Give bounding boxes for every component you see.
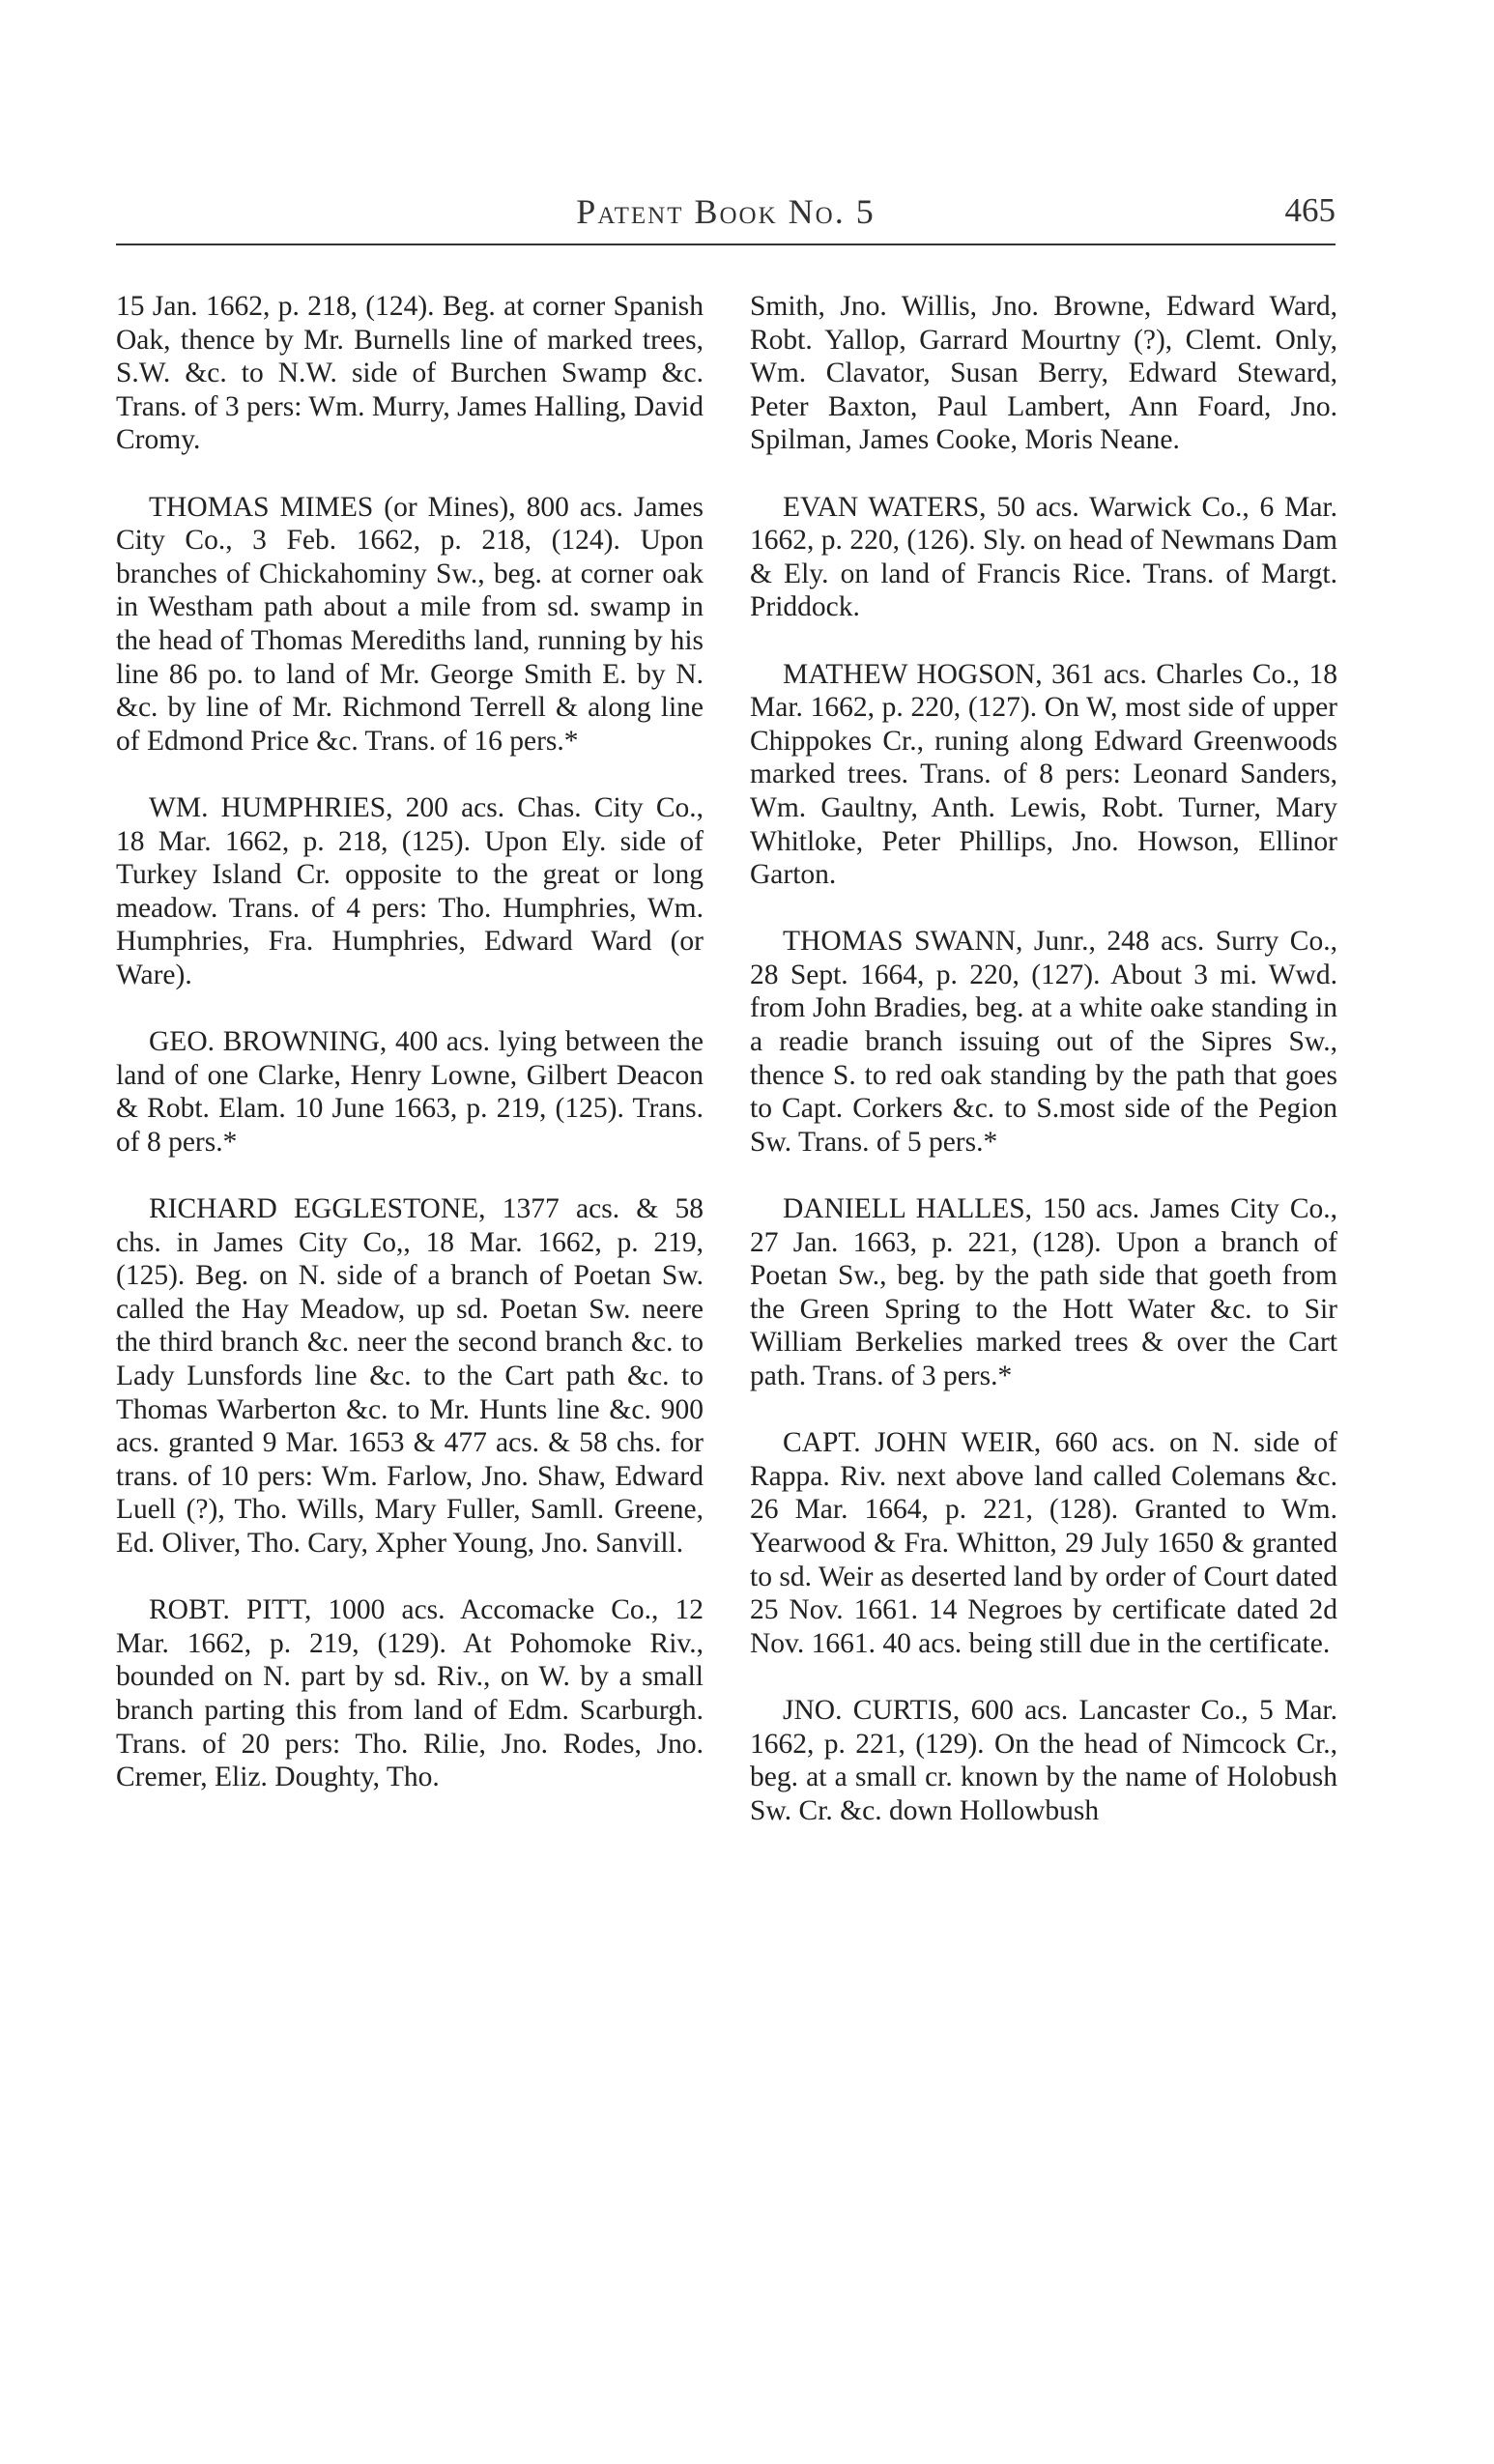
patent-entry: EVAN WATERS, 50 acs. Warwick Co., 6 Mar. 1662, p. 220, (126). Sly. on head of Newmans Dam & Ely. on land of Francis Rice. Trans. of Margt. Priddock. — [750, 491, 1337, 623]
patent-entry: JNO. CURTIS, 600 acs. Lancaster Co., 5 Mar. 1662, p. 221, (129). On the head of Nimcock Cr., beg. at a small cr. known by the name of Holobush Sw. Cr. &c. down Hollowbush — [750, 1694, 1337, 1826]
patent-entry: MATHEW HOGSON, 361 acs. Charles Co., 18 Mar. 1662, p. 220, (127). On W, most side of upper Chippokes Cr., runing along Edward Greenwoods marked trees. Trans. of 8 pers: Leonard Sanders, Wm. Gaultny, Anth. Lewis, Robt. Turner, Mary Whitloke, Peter Phillips, Jno. Howson, Ellinor Garton. — [750, 658, 1337, 891]
patent-entry: GEO. BROWNING, 400 acs. lying between the land of one Clarke, Henry Lowne, Gilbert Deacon & Robt. Elam. 10 June 1663, p. 219, (125). Trans. of 8 pers.* — [116, 1026, 704, 1158]
right-column — [750, 290, 1337, 1861]
patent-entry: 15 Jan. 1662, p. 218, (124). Beg. at corner Spanish Oak, thence by Mr. Burnells line of marked trees, S.W. &c. to N.W. side of Burchen Swamp &c. Trans. of 3 pers: Wm. Murry, James Halling, David Cromy. — [116, 291, 704, 456]
patent-entry: WM. HUMPHRIES, 200 acs. Chas. City Co., 18 Mar. 1662, p. 218, (125). Upon Ely. side of Turkey Island Cr. opposite to the great or long meadow. Trans. of 4 pers: Tho. Humphries, Wm. Humphries, Fra. Humphries, Edward Ward (or Ware). — [116, 791, 704, 990]
left-column — [116, 290, 704, 1827]
patent-entry: Smith, Jno. Willis, Jno. Browne, Edward Ward, Robt. Yallop, Garrard Mourtny (?), Clemt. Only, Wm. Clavator, Susan Berry, Edward Steward, Peter Baxton, Paul Lambert, Ann Foard, Jno. Spilman, James Cooke, Moris Neane. — [750, 291, 1337, 456]
page-number: 465 — [1284, 191, 1336, 229]
page-header — [116, 184, 1336, 245]
patent-entry: RICHARD EGGLESTONE, 1377 acs. & 58 chs. in James City Co,, 18 Mar. 1662, p. 219, (125). Beg. on N. side of a branch of Poetan Sw. called the Hay Meadow, up sd. Poetan Sw. neere the third branch &c. neer the second branch &c. to Lady Lunsfords line &c. to the Cart path &c. to Thomas Warberton &c. to Mr. Hunts line &c. 900 acs. granted 9 Mar. 1653 & 477 acs. & 58 chs. for trans. of 10 pers: Wm. Farlow, Jno. Shaw, Edward Luell (?), Tho. Wills, Mary Fuller, Samll. Greene, Ed. Oliver, Tho. Cary, Xpher Young, Jno. Sanvill. — [116, 1193, 704, 1559]
patent-entry: CAPT. JOHN WEIR, 660 acs. on N. side of Rappa. Riv. next above land called Colemans &c. 26 Mar. 1664, p. 221, (128). Granted to Wm. Yearwood & Fra. Whitton, 29 July 1650 & granted to sd. Weir as deserted land by order of Court dated 25 Nov. 1661. 14 Negroes by certificate dated 2d Nov. 1661. 40 acs. being still due in the certificate. — [750, 1427, 1337, 1659]
patent-entry: THOMAS SWANN, Junr., 248 acs. Surry Co., 28 Sept. 1664, p. 220, (127). About 3 mi. Wwd. from John Bradies, beg. at a white oake standing in a readie branch issuing out of the Sipres Sw., thence S. to red oak standing by the path that goes to Capt. Corkers &c. to S.most side of the Pegion Sw. Trans. of 5 pers.* — [750, 926, 1337, 1158]
patent-entry: DANIELL HALLES, 150 acs. James City Co., 27 Jan. 1663, p. 221, (128). Upon a branch of Poetan Sw., beg. by the path side that goeth from the Green Spring to the Hott Water &c. to Sir William Berkelies marked trees & over the Cart path. Trans. of 3 pers.* — [750, 1193, 1337, 1391]
patent-entry: THOMAS MIMES (or Mines), 800 acs. James City Co., 3 Feb. 1662, p. 218, (124). Upon branches of Chickahominy Sw., beg. at corner oak in Westham path about a mile from sd. swamp in the head of Thomas Merediths land, running by his line 86 po. to land of Mr. George Smith E. by N. &c. by line of Mr. Richmond Terrell & along line of Edmond Price &c. Trans. of 16 pers.* — [116, 491, 704, 757]
running-head: Patent Book No. 5 — [576, 192, 876, 231]
patent-entry: ROBT. PITT, 1000 acs. Accomacke Co., 12 Mar. 1662, p. 219, (129). At Pohomoke Riv., bounded on N. part by sd. Riv., on W. by a small branch parting this from land of Edm. Scarburgh. Trans. of 20 pers: Tho. Rilie, Jno. Rodes, Jno. Cremer, Eliz. Doughty, Tho. — [116, 1594, 704, 1793]
